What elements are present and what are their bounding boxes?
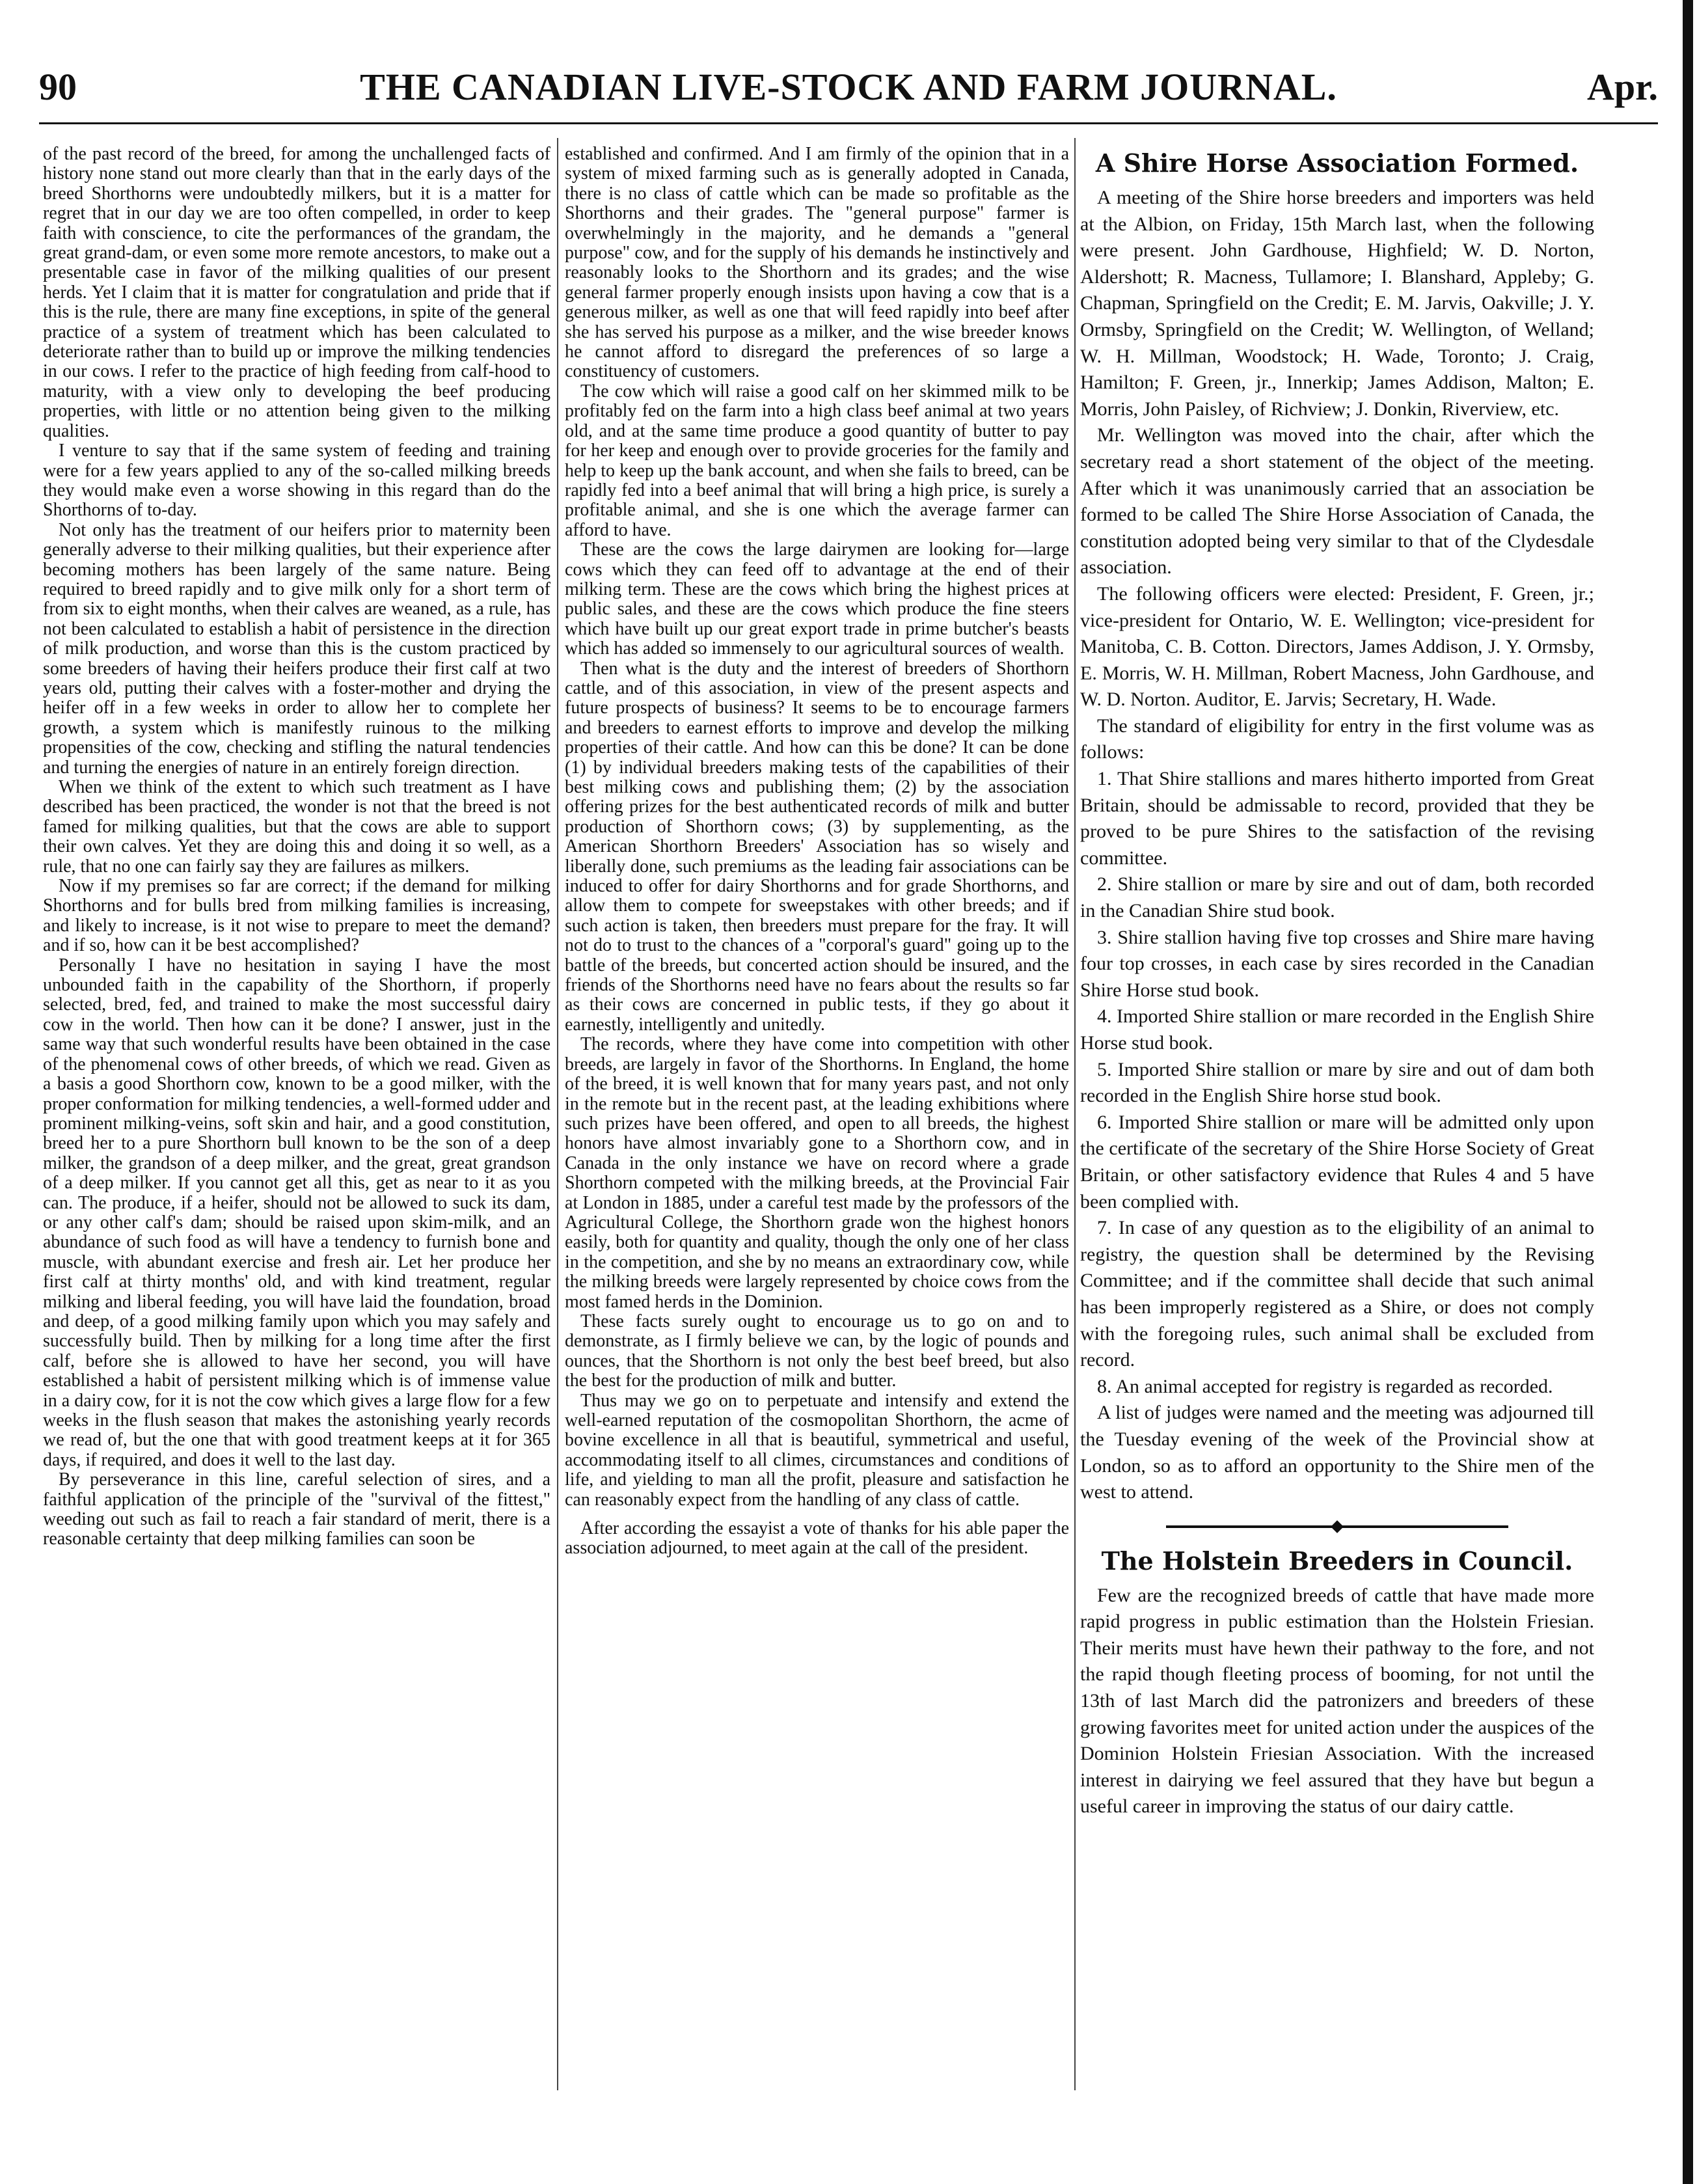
- rule-item: 1. That Shire stallions and mares hitherto imported from Great Britain, should be admissable to record, provided that they be proved to be pure Shires to the satisfaction of the revising committee.: [1080, 768, 1594, 869]
- paragraph: Thus may we go on to perpetuate and intensify and extend the well-earned reputation of the cosmopolitan Shorthorn, the acme of bovine excellence in all that is beautiful, symmetrical and useful, accommodating itself to all climes, circumstances and conditions of life, and yielding to man all the profit, pleasure and satisfaction he can reasonably expect from the handling of any class of cattle.: [565, 1390, 1069, 1510]
- paragraph: Mr. Wellington was moved into the chair, after which the secretary read a short statement of the object of the meeting. After which it was unanimously carried that an association be formed to be called The Shire Horse Association of Canada, the constitution adopted being very similar to that of the Clydesdale association.: [1080, 424, 1594, 579]
- paragraph: of the past record of the breed, for among the unchallenged facts of history none stand out more clearly than that in the early days of the breed Shorthorns were undoubtedly milkers, but it is a matter for regret that in our day we are too often compelled, in order to keep faith with conscience, to cite the performances of the grandam, the great grand-dam, or even some more remote ancestors, to make out a presentable case in favor of the milking qualities of our present herds. Yet I claim that it is matter for congratulation and pride that if this is the rule, there are many fine exceptions, in spite of the general practice of a system of treatment which has been calculated to deteriorate rather than to build up or improve the milking tendencies in our cows. I refer to the practice of high feeding from calf-hood to maturity, with a view only to developing the beef producing properties, with little or no attention being given to the milking qualities.: [43, 144, 550, 441]
- page-edge-shadow: [1683, 0, 1693, 2184]
- rule-item: 8. An animal accepted for registry is regarded as recorded.: [1097, 1375, 1553, 1397]
- header-rule: [39, 122, 1658, 124]
- paragraph: These are the cows the large dairymen are looking for—large cows which they can feed off to advantage at the end of their milking term. These are the cows which bring the highest prices at public sales, and these are the cows which produce the fine steers which have built up our great export trade in prime butcher's beasts which has added so immensely to our agricultural sources of wealth.: [565, 539, 1069, 659]
- paragraph: Personally I have no hesitation in saying I have the most unbounded faith in the capability of the Shorthorn, if properly selected, bred, fed, and trained to make the most successful dairy cow in the world. Then how can it be done? I answer, just in the same way that such wonderful results have been obtained in the case of the phenomenal cows of other breeds, of which we read. Given as a basis a good Shorthorn cow, known to be a good milker, with the proper conformation for milking tendencies, a well-formed udder and prominent milking-veins, soft skin and hair, and a good constitution, breed her to a pure Shorthorn bull known to be the son of a deep milker, the grandson of a deep milker, and the great, great grandson of a deep milker. If you cannot get all this, get as near to it as you can. The produce, if a heifer, should not be allowed to suck its dam, or any other calf's dam; should be raised upon skim-milk, and an abundance of such food as will have a tendency to furnish bone and muscle, with abundant exercise and fresh air. Let her produce her first calf at thirty months' old, and with kind treatment, regular milking and liberal feeding, you will have laid the foundation, broad and deep, of a good milking family upon which you may safely and successfully build. Then by milking for a long time after the first calf, before she is allowed to have her second, you will have established a habit of persistent milking which is of immense value in a dairy cow, for it is not the cow which gives a large flow for a few weeks in the flush season that makes the astonishing yearly records we read of, but the one that with good treatment keeps at it for 365 days, if required, and does it well to the last day.: [43, 955, 550, 1470]
- paragraph: established and confirmed. And I am firmly of the opinion that in a system of mixed farming such as is generally adopted in Canada, there is no class of cattle which can be made so profitable as the Shorthorns and their grades. The "general purpose" farmer is overwhelmingly in the majority, and he demands a "general purpose" cow, and for the supply of his demands he instinctively and reasonably looks to the Shorthorn and its grades; and the wise general farmer properly enough insists upon having a cow that is a generous milker, as well as one that will feed rapidly into beef after she has served his purpose as a milker, and the wise breeder knows he cannot afford to disregard the preferences of so large a constituency of customers.: [565, 144, 1069, 382]
- paragraph: These facts surely ought to encourage us to go on and to demonstrate, as I firmly believe we can, by the logic of pounds and ounces, that the Shorthorn is not only the best beef breed, but also the best for the production of milk and butter.: [565, 1311, 1069, 1391]
- rule-item: 7. In case of any question as to the eligibility of an animal to registry, the question shall be determined by the Revising Committee; and if the committee shall decide that such animal has been improperly registered as a Shire, or does not comply with the foregoing rules, such animal shall be excluded from record.: [1080, 1217, 1594, 1371]
- journal-title: THE CANADIAN LIVE-STOCK AND FARM JOURNAL.: [360, 66, 1337, 108]
- paragraph: The standard of eligibility for entry in the first volume was as follows:: [1080, 715, 1594, 763]
- page-number: 90: [39, 66, 77, 108]
- column-1: [43, 144, 550, 1549]
- article-heading-holstein: The Holstein Breeders in Council.: [1101, 1546, 1573, 1576]
- paragraph: Then what is the duty and the interest of breeders of Shorthorn cattle, and of this association, in view of the present aspects and future prospects of business? It seems to be to encourage farmers and breeders to earnest efforts to improve and develop the milking properties of their cattle. And how can this be done? It can be done (1) by individual breeders making tests of the capabilities of their best milking cows and publishing them; (2) by the association offering prizes for the best authenticated records of milk and butter production of Shorthorn cows; (3) by supplementing, as the American Shorthorn Breeders' Association has so wisely and liberally done, such premiums as the leading fair associations can be induced to offer for dairy Shorthorns and for grade Shorthorns, and allow them to compete for sweepstakes with other breeds; and if such action is taken, then breeders must prepare for the fray. It will not do to trust to the chances of a "corporal's guard" going up to the battle of the breeds, but concerted action should be insured, and the friends of the Shorthorns need have no fears about the results so far as their cows are concerned in public tests, if they go about it earnestly, intelligently and unitedly.: [565, 658, 1069, 1035]
- issue-month: Apr.: [1586, 66, 1658, 108]
- page-header: [39, 65, 1658, 120]
- section-ornament: [1080, 1512, 1594, 1532]
- paragraph: Few are the recognized breeds of cattle that have made more rapid progress in public estimation than the Holstein Friesian. Their merits must have hewn their pathway to the fore, and not the rapid though fleeting process of booming, for not until the 13th of last March did the patronizers and breeders of these growing favorites meet for united action under the auspices of the Dominion Holstein Friesian Association. With the increased interest in dairying we feel assured that they have but begun a useful career in improving the status of our dairy cattle.: [1080, 1584, 1594, 1818]
- rule-item: 4. Imported Shire stallion or mare recorded in the English Shire Horse stud book.: [1080, 1005, 1594, 1054]
- rule-item: 6. Imported Shire stallion or mare will be admitted only upon the certificate of the secretary of the Shire Horse Society of Great Britain, or other satisfactory evidence that Rules 4 and 5 have been complied with.: [1080, 1111, 1594, 1212]
- paragraph: A meeting of the Shire horse breeders and importers was held at the Albion, on Friday, 15th March last, when the following were present. John Gardhouse, Highfield; W. D. Norton, Aldershott; R. Macness, Tullamore; I. Blanshard, Appleby; G. Chapman, Springfield on the Credit; E. M. Jarvis, Oakville; J. Y. Ormsby, Springfield on the Credit; W. Wellington, of Welland; W. H. Millman, Woodstock; H. Wade, Toronto; J. Craig, Hamilton; F. Green, jr., Innerkip; James Addison, Malton; E. Morris, John Paisley, of Richview; J. Donkin, Riverview, etc.: [1080, 187, 1594, 420]
- column-3: [1080, 148, 1594, 1820]
- column-2: [565, 144, 1069, 1559]
- paragraph: I venture to say that if the same system of feeding and training were for a few years applied to any of the so-called milking breeds they would make even a worse showing in this regard than do the Shorthorns of to-day.: [43, 441, 550, 521]
- paragraph: After according the essayist a vote of thanks for his able paper the association adjourned, to meet again at the call of the president.: [565, 1518, 1069, 1559]
- paragraph: Not only has the treatment of our heifers prior to maternity been generally adverse to their milking qualities, but their experience after becoming mothers has been largely of the same nature. Being required to breed rapidly and to give milk only for a short term of from six to eight months, when their calves are weaned, as a rule, has not been calculated to establish a habit of persistence in the direction of milk production, and worse than this is the custom practiced by some breeders of having their heifers produce their first calf at two years old, putting their calves with a foster-mother and drying the heifer off in a few weeks in order to allow her to complete her growth, a system which is manifestly ruinous to the milking propensities of the cow, checking and stifling the natural tendencies and turning the energies of nature in an entirely foreign direction.: [43, 519, 550, 778]
- paragraph: The cow which will raise a good calf on her skimmed milk to be profitably fed on the farm into a high class beef animal at two years old, and at the same time produce a good quantity of butter to pay for her keep and enough over to provide groceries for the family and help to keep up the bank account, and when she fails to breed, can be rapidly fed into a beef animal that will bring a high price, is surely a profitable animal, and she is one which the average farmer can afford to have.: [565, 381, 1069, 540]
- article-heading-shire: A Shire Horse Association Formed.: [1095, 148, 1579, 178]
- column-divider-1: [557, 138, 558, 2090]
- rule-item: 2. Shire stallion or mare by sire and out of dam, both recorded in the Canadian Shire stud book.: [1080, 873, 1594, 922]
- column-divider-2: [1074, 138, 1076, 2090]
- rule-item: 5. Imported Shire stallion or mare by sire and out of dam both recorded in the English Shire horse stud book.: [1080, 1058, 1594, 1107]
- paragraph: By perseverance in this line, careful selection of sires, and a faithful application of the principle of the "survival of the fittest," weeding out such as fail to reach a fair standard of merit, there is a reasonable certainty that deep milking families can soon be: [43, 1469, 550, 1549]
- paragraph: The following officers were elected: President, F. Green, jr.; vice-president for Ontario, W. E. Wellington; vice-president for Manitoba, C. B. Cotton. Directors, James Addison, J. Y. Ormsby, E. Morris, W. H. Millman, Robert Macness, John Gardhouse, and W. D. Norton. Auditor, E. Jarvis; Secretary, H. Wade.: [1080, 582, 1594, 711]
- paragraph: A list of judges were named and the meeting was adjourned till the Tuesday evening of the week of the Provincial show at London, so as to afford an opportunity to the Shire men of the west to attend.: [1080, 1402, 1594, 1503]
- rule-item: 3. Shire stallion having five top crosses and Shire mare having four top crosses, in each case by sires recorded in the Canadian Shire Horse stud book.: [1080, 926, 1594, 1001]
- paragraph: The records, where they have come into competition with other breeds, are largely in favor of the Shorthorns. In England, the home of the breed, it is well known that for many years past, and not only in the remote but in the recent past, at the leading exhibitions where such prizes have been offered, and open to all breeds, the highest honors have almost invariably gone to a Shorthorn cow, and in Canada in the only instance we have on record where a grade Shorthorn competed with the milking breeds, at the Provincial Fair at London in 1885, under a careful test made by the professors of the Agricultural College, the Shorthorn grade won the highest honors easily, both for quantity and quality, though the only one of her class in the competition, and she by no means an extraordinary cow, while the milking breeds were largely represented by choice cows from the most famed herds in the Dominion.: [565, 1034, 1069, 1312]
- paragraph: Now if my premises so far are correct; if the demand for milking Shorthorns and for bulls bred from milking families is increasing, and likely to increase, is it not wise to prepare to meet the demand? and if so, how can it be best accomplished?: [43, 876, 550, 956]
- paragraph: When we think of the extent to which such treatment as I have described has been practiced, the wonder is not that the breed is not famed for milking qualities, but that the cows are able to support their own calves. Yet they are doing this and doing it so well, as a rule, that no one can fairly say they are failures as milkers.: [43, 777, 550, 877]
